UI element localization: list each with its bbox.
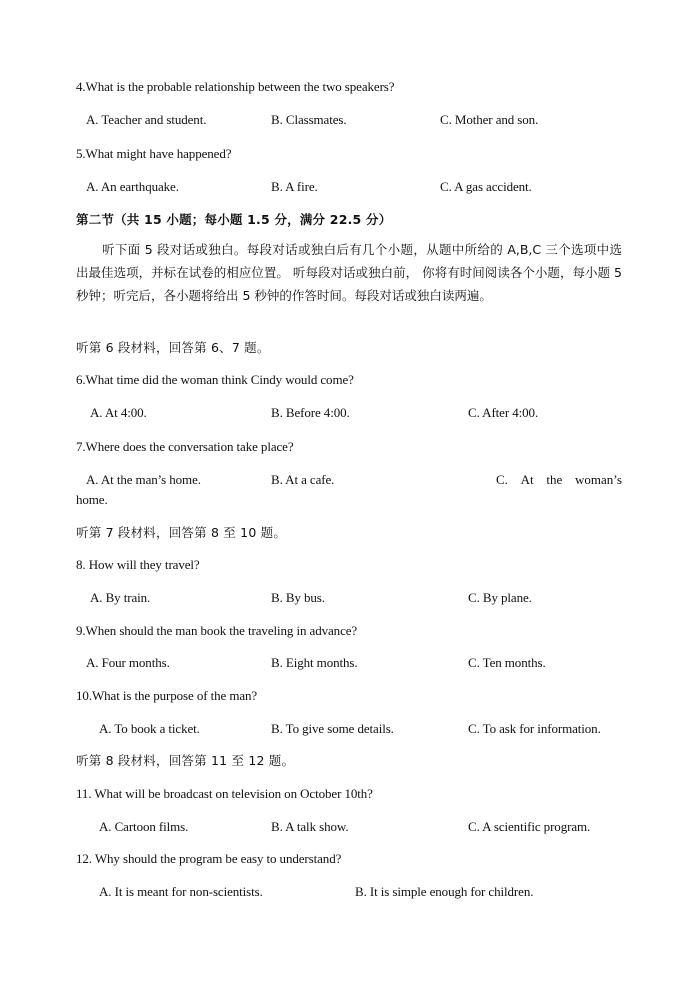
- question-8-option-c: C. By plane.: [468, 590, 532, 605]
- question-9-option-b: B. Eight months.: [271, 655, 358, 670]
- question-9-stem: 9.When should the man book the traveling in advance?: [76, 623, 358, 638]
- question-12-stem: 12. Why should the program be easy to understand?: [76, 851, 342, 866]
- question-9-option-c: C. Ten months.: [468, 655, 546, 670]
- question-6-option-c: C. After 4:00.: [468, 405, 539, 420]
- question-7-option-a: A. At the man’s home.: [86, 472, 201, 487]
- question-4-option-c: C. Mother and son.: [440, 112, 539, 127]
- question-6-option-a: A. At 4:00.: [90, 405, 147, 420]
- question-5-option-c: C. A gas accident.: [440, 179, 532, 194]
- material-6-instruction: 听第 6 段材料，回答第 6、7 题。: [76, 340, 270, 355]
- question-7-option-c: [496, 471, 622, 489]
- material-7-instruction: 听第 7 段材料，回答第 8 至 10 题。: [76, 525, 287, 540]
- material-8-instruction: 听第 8 段材料，回答第 11 至 12 题。: [76, 753, 295, 768]
- question-6-option-b: B. Before 4:00.: [271, 405, 350, 420]
- question-11-option-b: B. A talk show.: [271, 819, 349, 834]
- question-7-option-c-word-2: the: [546, 472, 563, 487]
- section-2-heading: 第二节（共 15 小题；每小题 1.5 分，满分 22.5 分）: [76, 212, 392, 227]
- question-4-option-a: A. Teacher and student.: [86, 112, 207, 127]
- question-7-option-c-letter: C.: [496, 472, 508, 487]
- question-11-stem: 11. What will be broadcast on television on October 10th?: [76, 786, 373, 801]
- question-5-stem: 5.What might have happened?: [76, 146, 232, 161]
- question-4-stem: 4.What is the probable relationship between the two speakers?: [76, 79, 395, 94]
- question-10-option-a: A. To book a ticket.: [99, 721, 200, 736]
- question-10-option-c: C. To ask for information.: [468, 721, 601, 736]
- question-8-option-b: B. By bus.: [271, 590, 325, 605]
- question-7-option-c-word-3: woman’s: [575, 472, 622, 487]
- question-7-option-b: B. At a cafe.: [271, 472, 335, 487]
- question-10-stem: 10.What is the purpose of the man?: [76, 688, 258, 703]
- question-7-option-c-word-1: At: [520, 472, 534, 487]
- section-2-instructions: 听下面 5 段对话或独白。每段对话或独白后有几个小题，从题中所给的 A,B,C 三个选项中选出最佳选项，并标在试卷的相应位置。 听每段对话或独白前， 你将有时间阅读各个小题，每小题 5 秒钟；听完后，各小题将给出 5 秒钟的作答时间。每段对话或独白读两遍。: [76, 242, 622, 303]
- question-5-option-a: A. An earthquake.: [86, 179, 179, 194]
- question-12-option-a: A. It is meant for non-scientists.: [99, 884, 263, 899]
- question-9-option-a: A. Four months.: [86, 655, 170, 670]
- question-6-stem: 6.What time did the woman think Cindy would come?: [76, 372, 354, 387]
- question-5-option-b: B. A fire.: [271, 179, 318, 194]
- question-7-stem: 7.Where does the conversation take place?: [76, 439, 294, 454]
- question-12-option-b: B. It is simple enough for children.: [355, 884, 534, 899]
- question-11-option-c: C. A scientific program.: [468, 819, 591, 834]
- question-7-option-c-continuation: home.: [76, 492, 108, 507]
- question-11-option-a: A. Cartoon films.: [99, 819, 189, 834]
- question-4-option-b: B. Classmates.: [271, 112, 347, 127]
- question-8-option-a: A. By train.: [90, 590, 151, 605]
- question-8-stem: 8. How will they travel?: [76, 557, 200, 572]
- question-10-option-b: B. To give some details.: [271, 721, 394, 736]
